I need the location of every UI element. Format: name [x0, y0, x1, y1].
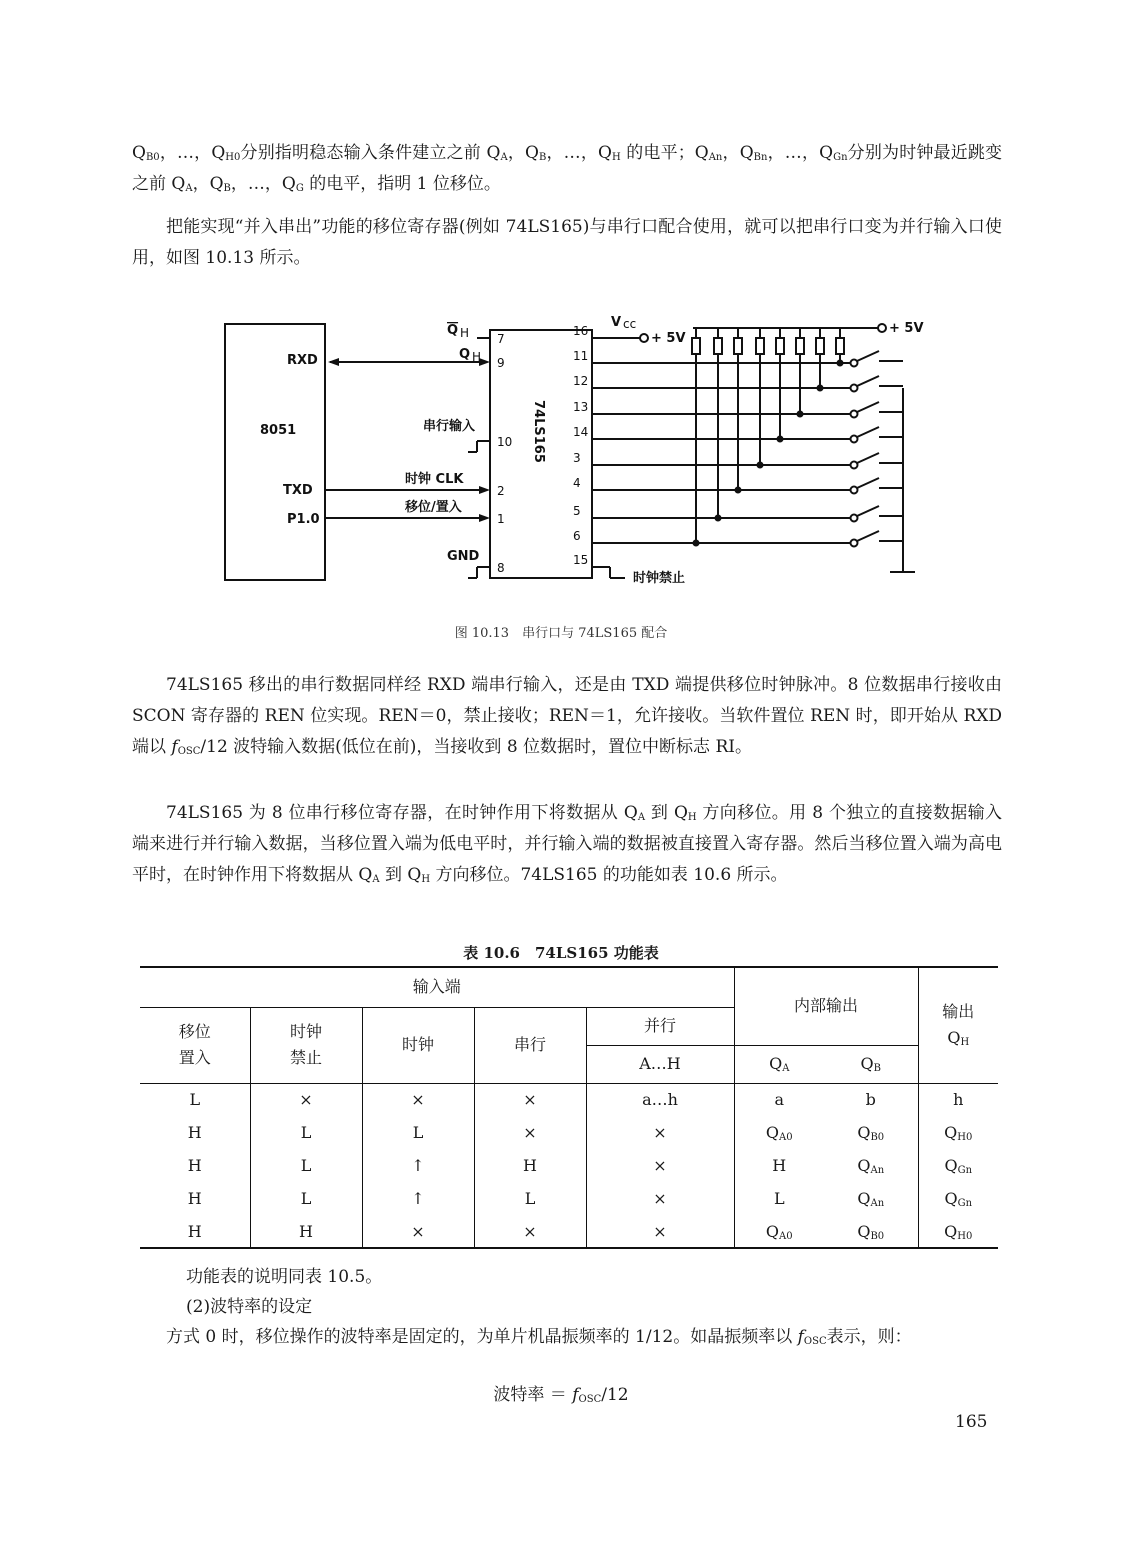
pullup-resistor-icon — [836, 338, 844, 354]
header-serial: 串行 — [474, 1007, 586, 1083]
left-pin-number: 8 — [497, 561, 505, 575]
gnd-label: GND — [447, 549, 480, 564]
switch-icon — [857, 531, 879, 541]
table-cell: × — [250, 1083, 362, 1116]
right-pin-number: 16 — [573, 324, 589, 338]
right-pin-number: 12 — [573, 374, 589, 388]
table-cell: ↑ — [362, 1149, 474, 1182]
right-pin-number: 3 — [573, 451, 581, 465]
header-internal-output: 内部输出 — [734, 967, 918, 1045]
header-qb: $Q_B$ — [824, 1045, 918, 1083]
table-cell-qb: $Q_{An}$ — [857, 1189, 885, 1209]
table-row — [140, 1182, 998, 1215]
table-cell: H — [187, 1123, 202, 1142]
table-cell-qa: L — [734, 1182, 824, 1215]
clock-clk-label: 时钟 CLK — [405, 472, 464, 487]
table-row — [140, 1083, 998, 1116]
clock-arrow-icon — [479, 486, 490, 494]
plus5v-label-b: + 5V — [889, 321, 924, 336]
header-parallel-range: A…H — [586, 1045, 734, 1083]
baud-rate-formula: 波特率 ＝ $f_{OSC}/12$ — [493, 1385, 629, 1405]
pullup-resistor-icon — [714, 338, 722, 354]
paragraph-serial-receive: 74LS165 移出的串行数据同样经 RXD 端串行输入，还是由 TXD 端提供移位时钟脉冲。8 位数据串行接收由 SCON 寄存器的 REN 位实现。REN＝0，禁止接收；REN＝1，允许接收。当软件置位 REN 时，即开始从 RXD 端以 $f_{OSC}/12$ 波特输入数据(低位在前)，当接收到 8 位数据时，置位中断标志 RI。 — [132, 675, 1002, 757]
table-row — [140, 1149, 998, 1182]
left-pin-number: 9 — [497, 356, 505, 370]
header-clock-inhibit: 时钟 禁止 — [250, 1007, 362, 1083]
chip-name: 74LS165 — [531, 400, 546, 463]
pin-rxd-label: RXD — [287, 353, 318, 368]
table-cell: L — [474, 1182, 586, 1215]
section-heading-baud-rate: (2)波特率的设定 — [186, 1297, 313, 1317]
table-cell: L — [250, 1149, 362, 1182]
pin-txd-label: TXD — [283, 483, 313, 498]
table-cell-qa: $Q_{A0}$ — [734, 1215, 824, 1248]
table-cell: × — [362, 1215, 474, 1248]
pullup-resistor-icon — [756, 338, 764, 354]
table-cell: H — [187, 1156, 202, 1175]
table-cell-qh: $Q_{Gn}$ — [918, 1149, 998, 1182]
pullup-resistor-icon — [776, 338, 784, 354]
table-cell: × — [586, 1116, 734, 1149]
pin-p10-label: P1.0 — [287, 512, 320, 527]
plus5v-terminal-icon — [878, 324, 886, 332]
table-cell: × — [474, 1116, 586, 1149]
plus5v-label-a: + 5V — [651, 331, 686, 346]
table-note: 功能表的说明同表 10.5。 — [186, 1267, 383, 1287]
table-cell: × — [474, 1083, 586, 1116]
table-cell-qh: $Q_{H0}$ — [918, 1116, 998, 1149]
pullup-resistor-icon — [734, 338, 742, 354]
table-cell: H — [474, 1149, 586, 1182]
paragraph-74ls165-description: 74LS165 为 8 位串行移位寄存器，在时钟作用下将数据从 $Q_A$ 到 $Q_H$ 方向移位。用 8 个独立的直接数据输入端来进行并行输入数据，当移位置入端为低电平时，并行输入端的数据被直接置入寄存器。然后当移位置入端为高电平时，在时钟作用下将数据从 $Q_A$ 到 $Q_H$ 方向移位。74LS165 的功能如表 10.6 所示。 — [132, 803, 1002, 885]
mcu-name: 8051 — [260, 423, 297, 438]
switch-icon — [857, 478, 879, 488]
table-cell-qa: $Q_{A0}$ — [734, 1116, 824, 1149]
table-cell: × — [586, 1215, 734, 1248]
header-shift-load: 移位 置入 — [140, 1007, 250, 1083]
switch-icon — [857, 427, 879, 437]
table-cell-qb: $Q_{B0}$ — [857, 1123, 885, 1143]
vcc-sub: cc — [623, 317, 637, 331]
table-cell-qh: $Q_{H0}$ — [918, 1215, 998, 1248]
table-cell-qa: H — [734, 1149, 824, 1182]
qh-sub: H — [472, 350, 482, 364]
table-cell: L — [250, 1116, 362, 1149]
table-row — [140, 1215, 998, 1248]
switch-icon — [857, 453, 879, 463]
header-parallel: 并行 — [586, 1007, 734, 1045]
left-pin-number: 1 — [497, 512, 505, 526]
right-pin-number: 5 — [573, 504, 581, 518]
shift-load-label: 移位/置入 — [405, 500, 462, 515]
qh-bar-sub: H — [460, 326, 470, 340]
clock-inhibit-label: 时钟禁止 — [633, 571, 686, 586]
rxd-arrow-icon — [328, 358, 339, 366]
right-pin-number: 6 — [573, 529, 581, 543]
right-pin-number: 14 — [573, 425, 589, 439]
header-output: 输出 $Q_H$ — [918, 967, 998, 1083]
header-inputs: 输入端 — [140, 967, 734, 1007]
table-cell-qh: $Q_{Gn}$ — [918, 1182, 998, 1215]
paragraph-baud-rate: 方式 0 时，移位操作的波特率是固定的，为单片机晶振频率的 1/12。如晶振频率以 $f_{OSC}$表示，则： — [166, 1327, 912, 1347]
table-cell: a…h — [586, 1083, 734, 1116]
pullup-resistor-icon — [692, 338, 700, 354]
switch-icon — [857, 402, 879, 412]
table-cell: L — [362, 1116, 474, 1149]
right-pin-number: 4 — [573, 476, 581, 490]
table-cell-qb: $Q_{B0}$ — [824, 1215, 918, 1248]
left-pin-number: 7 — [497, 332, 505, 346]
table-cell-qh: h — [918, 1083, 998, 1116]
table-cell-qb: $Q_{An}$ — [857, 1156, 885, 1176]
table-cell: ↑ — [362, 1182, 474, 1215]
table-cell: × — [362, 1083, 474, 1116]
table-title: 表 10.6 74LS165 功能表 — [463, 944, 659, 962]
qh-label: Q — [459, 347, 471, 362]
switch-icon — [857, 376, 879, 386]
header-qa: $Q_A$ — [734, 1045, 824, 1083]
table-row — [140, 1116, 998, 1149]
table-cell-qa: a — [734, 1083, 824, 1116]
left-pin-number: 2 — [497, 484, 505, 498]
table-cell: × — [474, 1215, 586, 1248]
table-cell: × — [586, 1149, 734, 1182]
table-cell: H — [140, 1215, 250, 1248]
function-table — [140, 966, 998, 1249]
pullup-resistor-icon — [816, 338, 824, 354]
left-pin-number: 10 — [497, 435, 513, 449]
table-cell-qb: b — [865, 1090, 876, 1110]
table-cell: L — [250, 1182, 362, 1215]
right-pin-number: 13 — [573, 400, 589, 414]
header-clock: 时钟 — [362, 1007, 474, 1083]
table-cell: × — [586, 1182, 734, 1215]
paragraph-parallel-in-serial-out: 把能实现“并入串出”功能的移位寄存器(例如 74LS165)与串行口配合使用，就可以把串行口变为并行输入口使用，如图 10.13 所示。 — [132, 217, 1002, 268]
figure-caption: 图 10.13 串行口与 74LS165 配合 — [454, 626, 668, 641]
vcc-terminal-icon — [640, 334, 648, 342]
switch-icon — [857, 506, 879, 516]
table-cell: L — [189, 1090, 201, 1110]
table-cell: H — [250, 1215, 362, 1248]
qh-bar-label: Q — [447, 323, 459, 338]
page-number: 165 — [955, 1412, 988, 1432]
circuit-diagram — [215, 300, 935, 600]
serial-input-label: 串行输入 — [423, 419, 476, 434]
right-pin-number: 15 — [573, 553, 589, 567]
right-pin-number: 11 — [573, 349, 589, 363]
switch-icon — [857, 351, 879, 361]
vcc-label: V — [611, 315, 622, 330]
table-cell: H — [187, 1189, 202, 1208]
pullup-resistor-icon — [796, 338, 804, 354]
paragraph-state-levels: $Q_{B0}$，…，$Q_{H0}$分别指明稳态输入条件建立之前 $Q_A$，$Q_B$，…，$Q_H$ 的电平；$Q_{An}$，$Q_{Bn}$，…，$Q_{Gn}$分别为时钟最近跳变之前 $Q_A$，$Q_B$，…，$Q_G$ 的电平，指明 1 位移位。 — [132, 143, 1003, 194]
shift-load-arrow-icon — [479, 514, 490, 522]
